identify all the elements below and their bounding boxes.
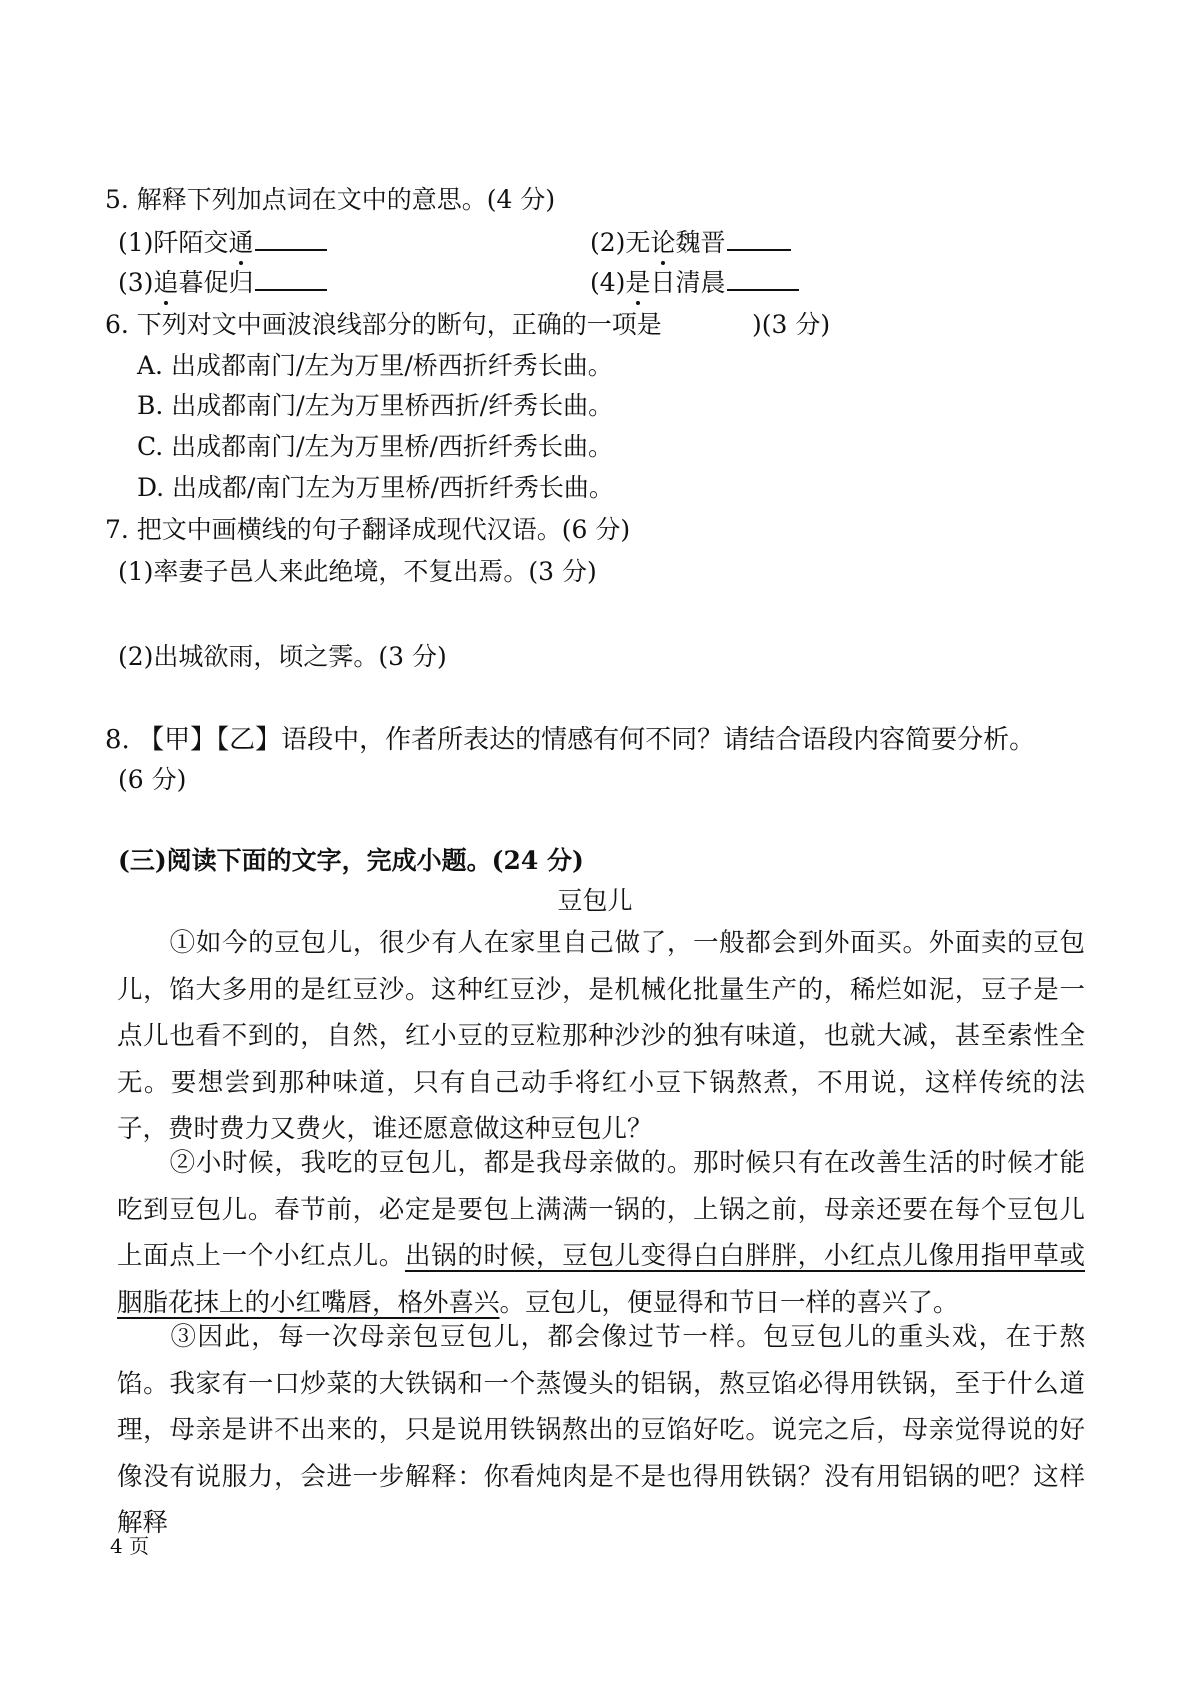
paragraph-text: ③因此，每一次母亲包豆包儿，都会像过节一样。包豆包儿的重头戏，在于熬馅。我家有一口炒菜的大铁锅和一个蒸馒头的铝锅，熬豆馅必得用铁锅，至于什么道理，母亲是讲不出来的，只是说用铁锅熬出的豆馅好吃。说完之后，母亲觉得说的好像没有说服力，会进一步解释：你看炖肉是不是也得用铁锅？没有用铝锅的吧？这样解释 — [117, 1322, 1085, 1538]
item-number: (2) — [590, 228, 626, 257]
item-number: (4) — [590, 268, 626, 297]
question-6-stem: 6. 下列对文中画波浪线部分的断句，正确的一项是 — [105, 310, 662, 339]
answer-blank[interactable] — [727, 267, 799, 291]
question-8-stem: 8. 【甲】【乙】语段中，作者所表达的情感有何不同？请结合语段内容简要分析。 — [105, 725, 1036, 755]
question-5-stem: 5. 解释下列加点词在文中的意思。(4 分) — [105, 185, 556, 214]
q5-item-4 — [590, 265, 799, 301]
q5-item-3 — [118, 265, 327, 301]
dotted-word: 通 — [228, 228, 254, 257]
passage-paragraph-1 — [117, 920, 1085, 1153]
page-number: 4 页 — [110, 1534, 150, 1558]
answer-blank[interactable] — [255, 227, 327, 251]
item-text: 暮促归 — [178, 268, 254, 297]
item-text: 阡陌交 — [153, 228, 229, 257]
question-6-score: )(3 分) — [752, 310, 831, 339]
question-7-sub-2: (2)出城欲雨，顷之霁。(3 分) — [118, 642, 447, 671]
q6-option-b[interactable]: B. 出成都南门/左为万里桥西折/纤秀长曲。 — [137, 391, 614, 420]
answer-blank[interactable] — [255, 267, 327, 291]
item-text: 无 — [625, 228, 651, 257]
section-3-heading: (三)阅读下面的文字，完成小题。(24 分) — [118, 846, 584, 875]
q5-item-1 — [118, 225, 327, 261]
passage-title: 豆包儿 — [557, 886, 633, 915]
q6-option-d[interactable]: D. 出成都/南门左为万里桥/西折纤秀长曲。 — [137, 473, 614, 502]
paragraph-text: ②小时候，我吃的豆包儿，都是我母亲做的。那时候只有在改善生活的时候才能吃到豆包儿。春节前，必定是要包上满满一锅的，上锅之前，母亲还要在每个豆包儿上面点上一个小红点儿。 — [117, 1148, 1085, 1271]
q6-option-c[interactable]: C. 出成都南门/左为万里桥/西折纤秀长曲。 — [137, 432, 613, 461]
passage-paragraph-2 — [117, 1140, 1085, 1326]
passage-paragraph-3 — [117, 1314, 1085, 1547]
item-number: (1) — [118, 228, 154, 257]
dotted-word: 论 — [650, 228, 676, 257]
question-7-stem: 7. 把文中画横线的句子翻译成现代汉语。(6 分) — [105, 515, 631, 544]
q5-item-2 — [590, 225, 791, 261]
paragraph-text: ①如今的豆包儿，很少有人在家里自己做了，一般都会到外面买。外面卖的豆包儿，馅大多用的是红豆沙。这种红豆沙，是机械化批量生产的，稀烂如泥，豆子是一点儿也看不到的，自然，红小豆的豆粒那种沙沙的独有味道，也就大减，甚至索性全无。要想尝到那种味道，只有自己动手将红小豆下锅熬煮，不用说，这样传统的法子，费时费力又费火，谁还愿意做这种豆包儿？ — [117, 928, 1085, 1144]
paragraph-text: 。豆包儿，便显得和节日一样的喜兴了。 — [499, 1287, 959, 1318]
dotted-word: 是 — [625, 268, 651, 297]
question-8-score: (6 分) — [118, 765, 187, 794]
underlined-sentence: 出锅的时候，豆包儿变得白白胖胖，小红点儿像用指甲草或胭脂花抹上的小红嘴唇，格外喜兴 — [117, 1241, 1085, 1318]
dotted-word: 追 — [153, 268, 179, 297]
item-text: 日清晨 — [650, 268, 726, 297]
item-number: (3) — [118, 268, 154, 297]
item-text: 魏晋 — [675, 228, 726, 257]
question-7-sub-1: (1)率妻子邑人来此绝境，不复出焉。(3 分) — [118, 557, 597, 586]
answer-blank[interactable] — [727, 227, 791, 251]
q6-option-a[interactable]: A. 出成都南门/左为万里/桥西折纤秀长曲。 — [137, 351, 613, 380]
